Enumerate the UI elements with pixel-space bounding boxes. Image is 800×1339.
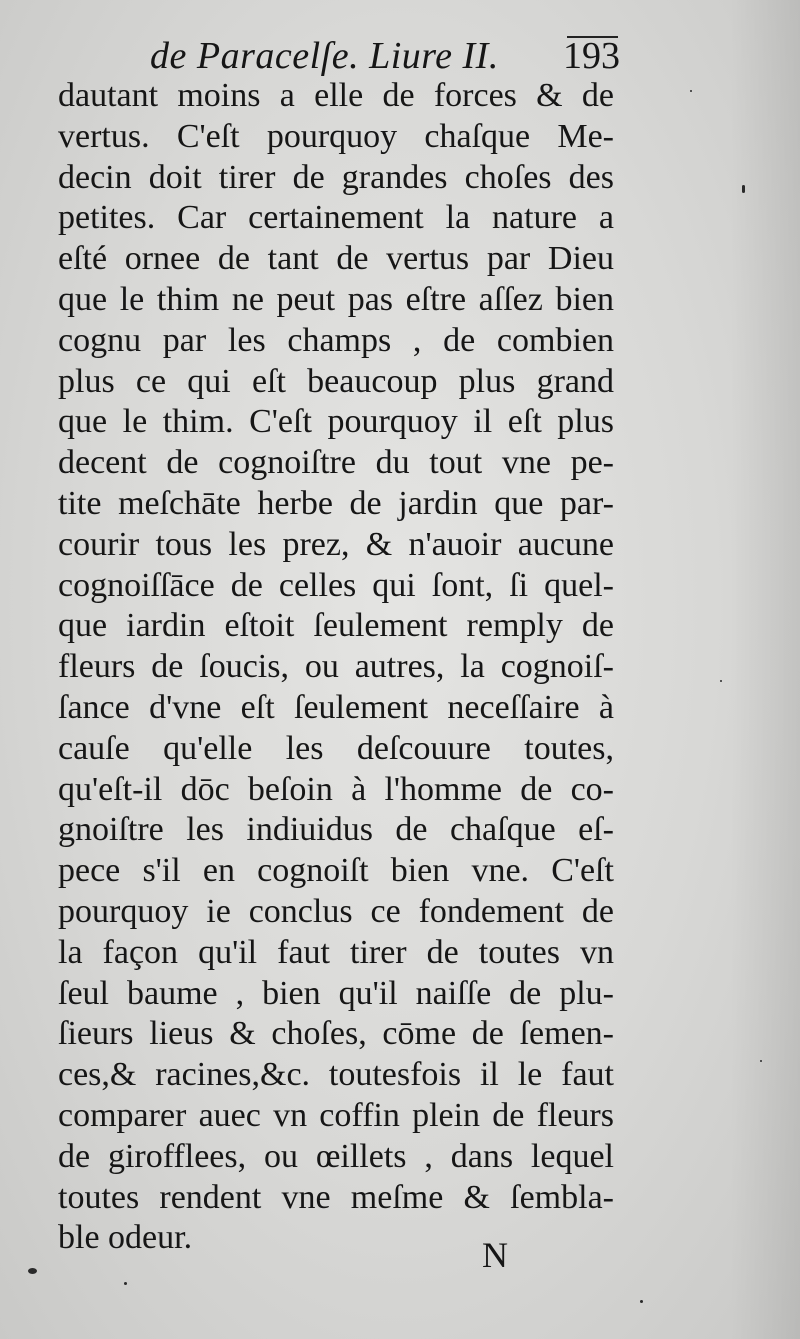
ink-speck [124, 1282, 127, 1285]
body-text [58, 76, 614, 1259]
text-line: cognoiſſāce de celles qui ſont, ſi quel- [58, 566, 614, 604]
page-number: 193 [563, 28, 620, 84]
text-line: tite meſchāte herbe de jardin que par- [58, 484, 614, 522]
text-line: pourquoy ie conclus ce fondement de [58, 892, 614, 930]
text-line: petites. Car certainement la nature a [58, 199, 614, 237]
text-line: ces,& racines,&c. toutesfois il le faut [58, 1056, 614, 1094]
text-line: ſeul baume , bien qu'il naiſſe de plu- [58, 974, 614, 1012]
text-line: que le thim ne peut pas eſtre aſſez bien [58, 280, 614, 318]
ink-speck [742, 185, 745, 193]
ink-speck [720, 680, 722, 682]
text-line: courir tous les prez, & n'auoir aucune [58, 525, 614, 563]
text-line: decin doit tirer de grandes choſes des [58, 158, 614, 196]
text-line: toutes rendent vne meſme & ſembla- [58, 1178, 614, 1216]
text-line: ble odeur. [58, 1219, 193, 1257]
text-line: dautant moins a elle de forces & de [58, 77, 614, 114]
signature-mark: N [482, 1235, 508, 1275]
text-line: ſieurs lieus & choſes, cōme de ſemen- [58, 1015, 614, 1053]
text-line: de girofflees, ou œillets , dans lequel [58, 1137, 614, 1175]
text-line: que le thim. C'eſt pourquoy il eſt plus [58, 403, 614, 441]
text-line: qu'eſt-il dōc beſoin à l'homme de co- [58, 770, 614, 808]
text-line: que iardin eſtoit ſeulement remply de [58, 607, 614, 645]
ink-speck [760, 1060, 762, 1062]
ink-speck [640, 1300, 643, 1303]
text-line: cauſe qu'elle les deſcouure toutes, [58, 729, 614, 767]
text-line: plus ce qui eſt beaucoup plus grand [58, 362, 614, 400]
text-line: comparer auec vn coffin plein de fleurs [58, 1096, 614, 1134]
text-line: ſance d'vne eſt ſeulement neceſſaire à [58, 688, 614, 726]
text-line: la façon qu'il faut tirer de toutes vn [58, 933, 614, 971]
text-line: cognu par les champs , de combien [58, 321, 614, 359]
text-line: gnoiſtre les indiuidus de chaſque eſ- [58, 811, 614, 849]
text-line: fleurs de ſoucis, ou autres, la cognoiſ- [58, 648, 614, 686]
running-head: de Paracelſe. Liure II. [150, 35, 499, 77]
text-line: eſté ornee de tant de vertus par Dieu [58, 240, 614, 278]
text-line: decent de cognoiſtre du tout vne pe- [58, 444, 614, 482]
text-line: vertus. C'eſt pourquoy chaſque Me- [58, 117, 614, 155]
ink-speck [690, 90, 692, 92]
page-edge-shadow [730, 0, 800, 1339]
text-line: pece s'il en cognoiſt bien vne. C'eſt [58, 852, 614, 890]
ink-speck [28, 1268, 37, 1274]
